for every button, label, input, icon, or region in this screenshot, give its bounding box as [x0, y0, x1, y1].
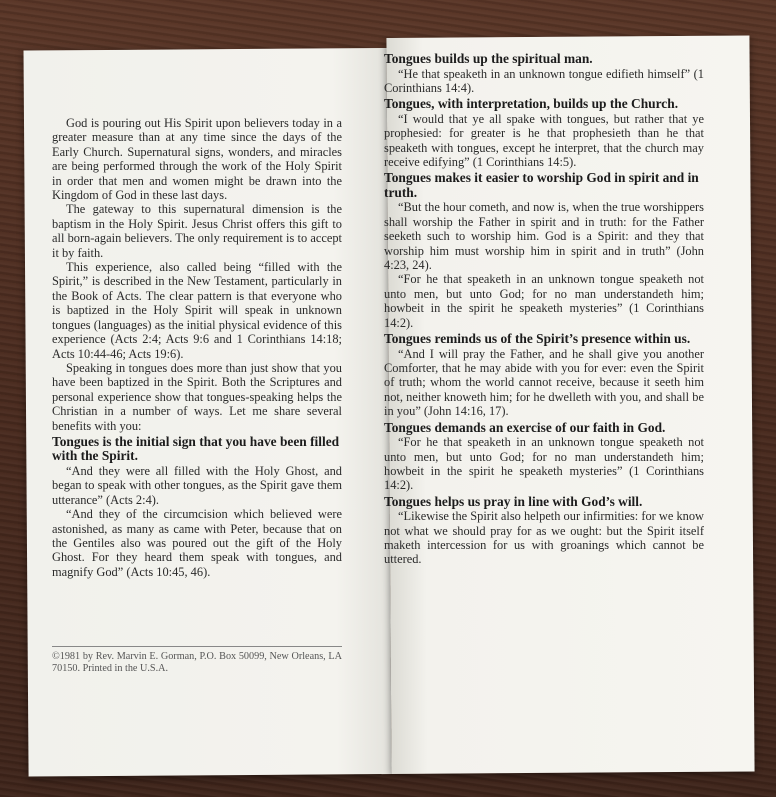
- section-heading: Tongues demands an exercise of our faith in God.: [384, 419, 666, 435]
- section-heading: Tongues is the initial sign that you have been filled with the Spirit.: [52, 433, 340, 464]
- section-heading: Tongues, with interpretation, builds up the Church.: [384, 96, 679, 112]
- left-column: [52, 116, 342, 579]
- scripture-quote: “And they were all filled with the Holy Ghost, and began to speak with other tongues, as the Spirit gave them utterance” (Acts 2:4).: [52, 463, 342, 507]
- scripture-quote: “But the hour cometh, and now is, when the true worshippers shall worship the Father in spirit and in truth: for the Father seeketh such to worship him. God is a Spirit: and they that worship him must worship him in spirit and in truth” (John 4:23, 24).: [384, 200, 704, 273]
- scripture-quote: “For he that speaketh in an unknown tongue speaketh not unto men, but unto God; for no man understandeth him; howbeit in the spirit he speaketh mysteries” (1 Corinthians 14:2).: [384, 435, 704, 493]
- left-paragraph: The gateway to this supernatural dimension is the baptism in the Holy Spirit. Jesus Christ offers this gift to all born-again believers. The only requirement is to accept it by faith.: [52, 202, 342, 260]
- section-heading: Tongues builds up the spiritual man.: [384, 51, 593, 66]
- scripture-quote: “Likewise the Spirit also helpeth our infirmities: for we know not what we should pray for as we ought: but the Spirit itself maketh intercession for us with groanings which cannot be uttered.: [384, 509, 704, 567]
- right-column: [384, 52, 704, 567]
- copyright-footer: ©1981 by Rev. Marvin E. Gorman, P.O. Box 50099, New Orleans, LA 70150. Printed in the U.S.A.: [52, 646, 342, 675]
- scripture-quote: “I would that ye all spake with tongues, but rather that ye prophesied: for greater is he that prophesieth than he that speaketh with tongues, except he interpret, that the church may receive edifying” (1 Corinthians 14:5).: [384, 111, 704, 170]
- left-paragraph: God is pouring out His Spirit upon believers today in a greater measure than at any time since the days of the Early Church. Supernatural signs, wonders, and miracles are being performed through the work of the Holy Spirit in order that men and women might be drawn into the Kingdom of God in these last days.: [52, 116, 342, 203]
- left-paragraph: Speaking in tongues does more than just show that you have been baptized in the Spirit. Both the Scriptures and personal experience show that tongues-speaking helps the Christian in a number of ways. Let me share several benefits with you:: [52, 360, 342, 433]
- scripture-quote: “And they of the circumcision which believed were astonished, as many as came with Peter, because that on the Gentiles also was poured out the gift of the Holy Ghost. For they heard them speak with tongues, and magnify God” (Acts 10:45, 46).: [52, 507, 342, 579]
- scripture-quote: “And I will pray the Father, and he shall give you another Comforter, that he may abide with you for ever: even the Spirit of truth; whom the world cannot receive, because it seeth him not, neither knoweth him; for he dwelleth with you, and shall be in you” (John 14:16, 17).: [384, 346, 704, 419]
- section-heading: Tongues helps us pray in line with God’s will.: [384, 493, 643, 509]
- section-heading: Tongues makes it easier to worship God in spirit and in truth.: [384, 170, 699, 200]
- left-paragraph: This experience, also called being “filled with the Spirit,” is described in the New Testament, particularly in the Book of Acts. The clear pattern is that everyone who is baptized in the Holy Spirit will speak in unknown tongues (languages) as the initial physical evidence of this experience (Acts 2:4; Acts 9:6 and 1 Corinthians 14:18; Acts 10:44-46; Acts 19:6).: [52, 260, 342, 361]
- section-heading: Tongues reminds us of the Spirit’s presence within us.: [384, 331, 691, 347]
- scripture-quote: “He that speaketh in an unknown tongue edifieth himself” (1 Corinthians 14:4).: [384, 66, 704, 95]
- scripture-quote: “For he that speaketh in an unknown tongue speaketh not unto men, but unto God; for no man understandeth him; howbeit in the spirit he speaketh mysteries” (1 Corinthians 14:2).: [384, 272, 704, 330]
